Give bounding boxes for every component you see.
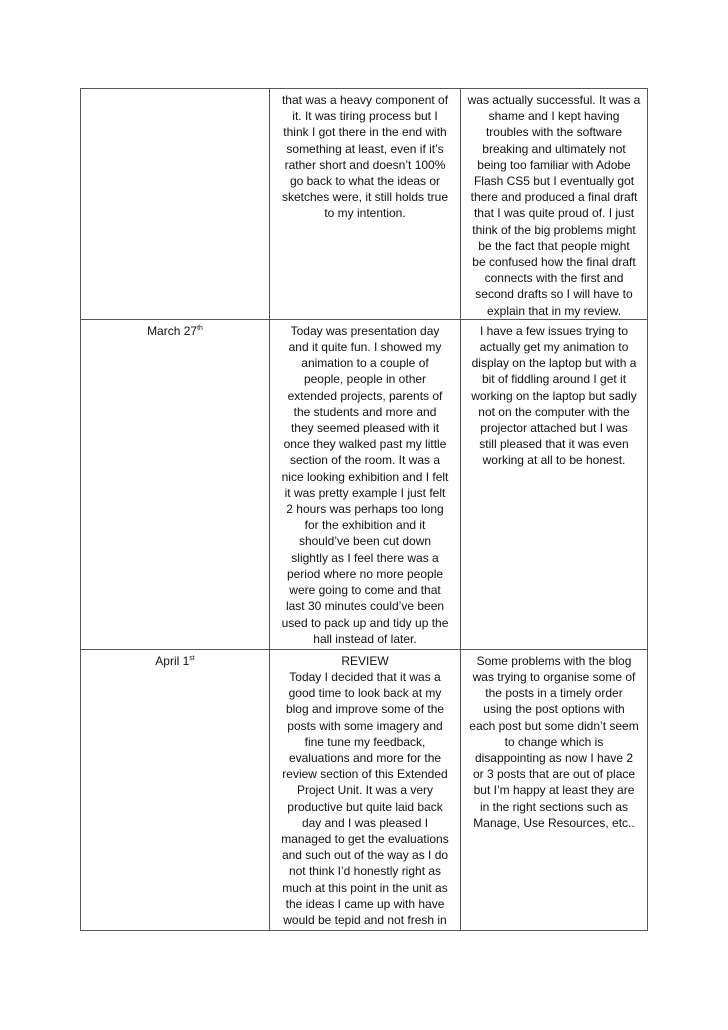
text-line: the ideas I came up with have xyxy=(285,896,445,911)
text-line: that was a heavy component of xyxy=(281,93,449,107)
text-line: would be tepid and not fresh in xyxy=(283,913,447,928)
text-line: extended projects, parents of xyxy=(287,388,443,403)
text-line: hall instead of later. xyxy=(313,631,417,646)
text-line: to my intention. xyxy=(324,206,406,221)
text-line: the posts in a timely order xyxy=(485,686,623,701)
text-line: people, people in other xyxy=(303,372,427,387)
date-ordinal: st xyxy=(189,654,195,662)
text-line: it. It was tiring process but I xyxy=(292,109,438,124)
text-line: were going to come and that xyxy=(289,583,441,598)
text-line: in the right sections such as xyxy=(479,799,629,814)
text-line: Some problems with the blog xyxy=(476,653,632,668)
text-line: period where no more people xyxy=(286,566,444,581)
activity-cell xyxy=(270,89,461,320)
text-line: review section of this Extended xyxy=(282,767,448,782)
text-line: they seemed pleased with it xyxy=(290,421,440,436)
text-line: once they walked past my little xyxy=(283,437,447,452)
text-line: think of the big problems might xyxy=(472,222,636,237)
text-line: and such out of the way as I do xyxy=(281,848,449,863)
text-line: the students and more and xyxy=(293,404,437,419)
text-line: blog and improve some of the xyxy=(285,702,445,717)
text-line: productive but quite laid back xyxy=(287,799,443,814)
date-text: March 27 xyxy=(147,323,198,338)
text-line: and it quite fun. I showed my xyxy=(288,340,442,355)
text-line: posts with some imagery and xyxy=(287,718,443,733)
text-line: being too familiar with Adobe xyxy=(477,157,631,172)
text-line: troubles with the software xyxy=(485,125,623,140)
text-line: sketches were, it still holds true xyxy=(281,190,449,205)
text-line: to change which is xyxy=(504,734,604,749)
date-text: April 1 xyxy=(155,653,190,668)
text-line: Today I decided that it was a xyxy=(289,670,441,685)
text-line: working at all to be honest. xyxy=(482,453,626,468)
problems-cell xyxy=(461,649,648,930)
text-line: REVIEW xyxy=(341,653,389,668)
text-line: be the fact that people might xyxy=(478,238,630,253)
text-line: be confused how the final draft xyxy=(472,255,636,270)
text-line: display on the laptop but with a xyxy=(471,356,637,371)
text-line: Flash CS5 but I eventually got xyxy=(473,174,635,189)
date-ordinal: th xyxy=(197,324,203,332)
text-line: something at least, even if it’s xyxy=(286,141,444,156)
activity-text xyxy=(270,320,460,647)
text-line: animation to a couple of xyxy=(301,356,429,371)
text-line: not think I’d honestly right as xyxy=(288,864,442,879)
text-line: breaking and ultimately not xyxy=(482,141,626,156)
text-line: Manage, Use Resources, etc.. xyxy=(473,815,635,830)
text-line: go back to what the ideas or xyxy=(289,174,441,189)
text-line: actually get my animation to xyxy=(479,340,629,355)
project-log-table xyxy=(80,88,648,931)
text-line: section of the room. It was a xyxy=(289,453,441,468)
text-line: disappointing as now I have 2 xyxy=(474,751,634,766)
text-line: there and produced a final draft xyxy=(470,190,638,205)
text-line: was trying to organise some of xyxy=(472,670,636,685)
activity-cell xyxy=(270,649,461,930)
text-line: should’ve been cut down xyxy=(298,534,432,549)
text-line: not on the computer with the xyxy=(478,404,630,419)
text-line: managed to get the evaluations xyxy=(281,832,449,847)
text-line: much at this point in the unit as xyxy=(282,880,448,895)
text-line: slightly as I feel there was a xyxy=(291,550,439,565)
text-line: or 3 posts that are out of place xyxy=(472,767,636,782)
text-line: Project Unit. It was a very xyxy=(296,783,434,798)
text-line: Today was presentation day xyxy=(290,323,440,338)
problems-cell xyxy=(461,89,648,320)
problems-text xyxy=(461,89,647,319)
problems-text xyxy=(461,320,647,469)
text-line: that I was quite proud of. I just xyxy=(473,206,635,221)
problems-cell xyxy=(461,319,648,649)
table-row xyxy=(81,649,648,930)
text-line: each post but some didn’t seem xyxy=(469,718,639,733)
text-line: connects with the first and xyxy=(484,271,624,286)
activity-text xyxy=(270,650,460,928)
activity-text xyxy=(270,89,460,222)
text-line: bit of fiddling around I get it xyxy=(481,372,627,387)
date-cell xyxy=(81,649,270,930)
text-line: day and I was pleased I xyxy=(301,815,429,830)
text-line: using the post options with xyxy=(483,702,625,717)
text-line: evaluations and more for the xyxy=(288,751,442,766)
text-line: second drafts so I will have to xyxy=(475,287,633,302)
activity-cell xyxy=(270,319,461,649)
problems-text xyxy=(461,650,647,831)
text-line: was actually successful. It was a xyxy=(467,93,641,107)
date-cell xyxy=(81,319,270,649)
text-line: but I’m happy at least they are xyxy=(473,783,635,798)
text-line: think I got there in the end with xyxy=(283,125,447,140)
text-line: good time to look back at my xyxy=(288,686,442,701)
table-row xyxy=(81,89,648,320)
text-line: still pleased that it was even xyxy=(479,437,629,452)
text-line: nice looking exhibition and I felt xyxy=(281,469,449,484)
text-line: it was pretty example I just felt xyxy=(284,485,446,500)
text-line: working on the laptop but sadly xyxy=(471,388,637,403)
text-line: explain that in my review. xyxy=(486,303,622,318)
text-line: I have a few issues trying to xyxy=(479,323,629,338)
text-line: rather short and doesn’t 100% xyxy=(284,157,446,172)
text-line: shame and I kept having xyxy=(488,109,620,124)
text-line: used to pack up and tidy up the xyxy=(281,615,449,630)
project-log-body xyxy=(81,89,648,931)
text-line: last 30 minutes could’ve been xyxy=(285,599,445,614)
text-line: projector attached but I was xyxy=(480,421,628,436)
table-row xyxy=(81,319,648,649)
text-line: 2 hours was perhaps too long xyxy=(286,502,444,517)
text-line: fine tune my feedback, xyxy=(304,734,426,749)
date-cell xyxy=(81,89,270,320)
text-line: for the exhibition and it xyxy=(304,518,426,533)
